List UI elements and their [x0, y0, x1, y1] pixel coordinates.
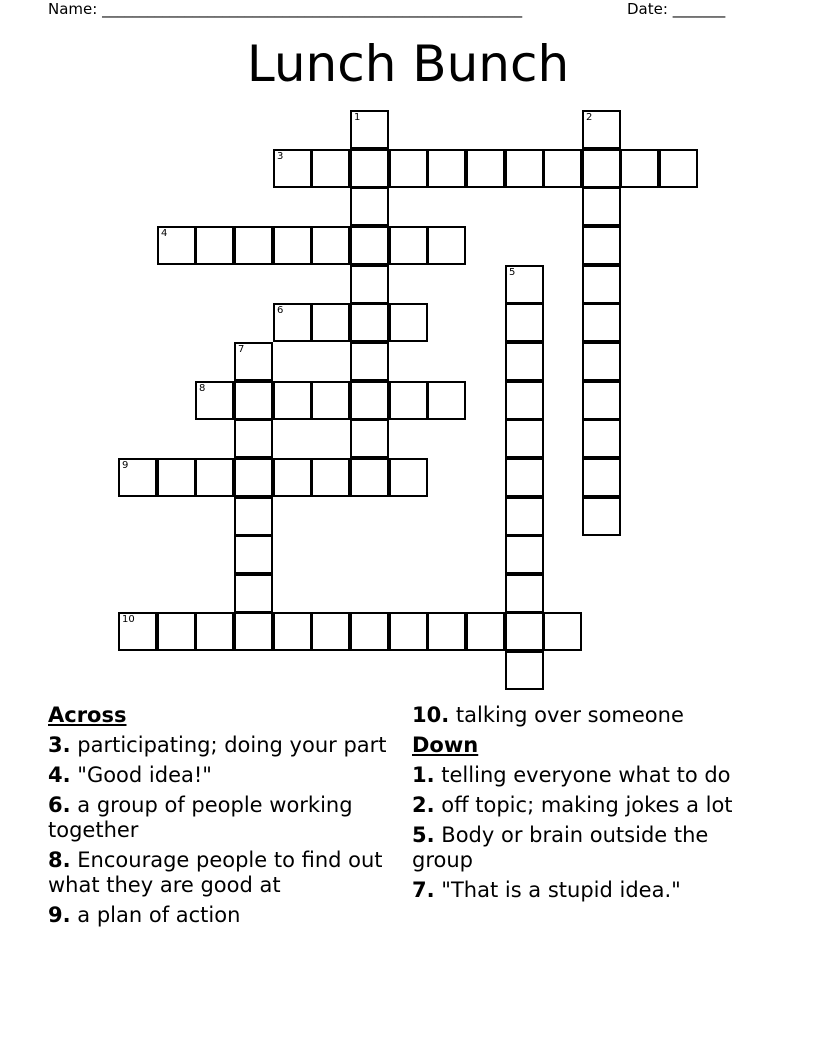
- crossword-cell[interactable]: [350, 381, 389, 420]
- crossword-cell[interactable]: [505, 535, 544, 574]
- across-clue: 6. a group of people working together: [48, 793, 353, 842]
- down-heading: Down: [412, 733, 479, 757]
- crossword-cell[interactable]: [582, 381, 621, 420]
- crossword-cell[interactable]: [157, 458, 196, 497]
- crossword-cell[interactable]: [427, 381, 466, 420]
- crossword-cell[interactable]: [582, 226, 621, 265]
- crossword-cell[interactable]: [273, 458, 312, 497]
- crossword-cell[interactable]: [234, 497, 273, 536]
- name-blank: ________________________________________________________: [102, 0, 523, 18]
- crossword-cell[interactable]: [505, 612, 544, 651]
- clue-number: 7: [238, 344, 245, 355]
- crossword-cell[interactable]: [234, 535, 273, 574]
- date-blank: _______: [672, 0, 726, 18]
- date-label: Date:: [627, 0, 668, 18]
- crossword-cell[interactable]: [620, 149, 659, 188]
- crossword-cell[interactable]: [118, 612, 157, 651]
- crossword-cell[interactable]: [234, 612, 273, 651]
- clue-number: 5: [509, 267, 516, 278]
- crossword-cell[interactable]: [659, 149, 698, 188]
- clue-number: 9: [122, 460, 129, 471]
- crossword-cell[interactable]: [311, 458, 350, 497]
- clues-left-column: [48, 703, 393, 933]
- clue-number: 2: [586, 112, 593, 123]
- crossword-cell[interactable]: [543, 149, 582, 188]
- crossword-cell[interactable]: [389, 612, 428, 651]
- clue-number: 6: [277, 305, 284, 316]
- crossword-cell[interactable]: [389, 226, 428, 265]
- down-clue: 2. off topic; making jokes a lot: [412, 793, 733, 817]
- crossword-cell[interactable]: [505, 651, 544, 690]
- across-clue: 10. talking over someone: [412, 703, 684, 727]
- crossword-cell[interactable]: [505, 458, 544, 497]
- crossword-cell[interactable]: [582, 149, 621, 188]
- down-clue: 7. "That is a stupid idea.": [412, 878, 681, 902]
- clues-right-column: [412, 703, 752, 908]
- crossword-cell[interactable]: [582, 303, 621, 342]
- crossword-cell[interactable]: [389, 381, 428, 420]
- crossword-cell[interactable]: [543, 612, 582, 651]
- crossword-cell[interactable]: [389, 149, 428, 188]
- crossword-cell[interactable]: [389, 303, 428, 342]
- across-clue: 8. Encourage people to find out what they are good at: [48, 848, 383, 897]
- crossword-cell[interactable]: [582, 497, 621, 536]
- crossword-cell[interactable]: [350, 226, 389, 265]
- clue-number: 3: [277, 151, 284, 162]
- clue-number: 4: [161, 228, 168, 239]
- crossword-cell[interactable]: [195, 612, 234, 651]
- name-label: Name:: [48, 0, 98, 18]
- across-clue: 9. a plan of action: [48, 903, 241, 927]
- crossword-cell[interactable]: [311, 303, 350, 342]
- crossword-cell[interactable]: [234, 342, 273, 381]
- crossword-cell[interactable]: [505, 419, 544, 458]
- crossword-cell[interactable]: [350, 149, 389, 188]
- crossword-cell[interactable]: [350, 110, 389, 149]
- crossword-cell[interactable]: [582, 342, 621, 381]
- crossword-cell[interactable]: [389, 458, 428, 497]
- crossword-cell[interactable]: [466, 149, 505, 188]
- crossword-cell[interactable]: [582, 110, 621, 149]
- across-clue: 3. participating; doing your part: [48, 733, 387, 757]
- crossword-cell[interactable]: [311, 612, 350, 651]
- down-clue: 1. telling everyone what to do: [412, 763, 731, 787]
- clue-number: 1: [354, 112, 361, 123]
- crossword-cell[interactable]: [195, 226, 234, 265]
- clue-number: 10: [122, 614, 135, 625]
- crossword-cell[interactable]: [427, 612, 466, 651]
- crossword-cell[interactable]: [505, 574, 544, 613]
- crossword-cell[interactable]: [195, 458, 234, 497]
- crossword-cell[interactable]: [582, 419, 621, 458]
- crossword-cell[interactable]: [350, 419, 389, 458]
- crossword-cell[interactable]: [427, 149, 466, 188]
- crossword-cell[interactable]: [273, 303, 312, 342]
- across-heading: Across: [48, 703, 127, 727]
- crossword-cell[interactable]: [427, 226, 466, 265]
- crossword-cell[interactable]: [350, 265, 389, 304]
- crossword-cell[interactable]: [311, 381, 350, 420]
- crossword-cell[interactable]: [273, 149, 312, 188]
- crossword-cell[interactable]: [195, 381, 234, 420]
- crossword-cell[interactable]: [234, 381, 273, 420]
- crossword-cell[interactable]: [505, 381, 544, 420]
- crossword-cell[interactable]: [234, 574, 273, 613]
- crossword-cell[interactable]: [350, 342, 389, 381]
- crossword-cell[interactable]: [350, 187, 389, 226]
- crossword-cell[interactable]: [582, 458, 621, 497]
- crossword-cell[interactable]: [466, 612, 505, 651]
- crossword-cell[interactable]: [350, 458, 389, 497]
- crossword-cell[interactable]: [350, 303, 389, 342]
- crossword-cell[interactable]: [273, 612, 312, 651]
- crossword-cell[interactable]: [505, 497, 544, 536]
- crossword-cell[interactable]: [234, 458, 273, 497]
- crossword-cell[interactable]: [505, 303, 544, 342]
- across-clue: 4. "Good idea!": [48, 763, 212, 787]
- crossword-cell[interactable]: [311, 226, 350, 265]
- crossword-cell[interactable]: [118, 458, 157, 497]
- crossword-cell[interactable]: [273, 226, 312, 265]
- clue-number: 8: [199, 383, 206, 394]
- crossword-cell[interactable]: [234, 226, 273, 265]
- crossword-cell[interactable]: [311, 149, 350, 188]
- crossword-cell[interactable]: [157, 226, 196, 265]
- crossword-cell[interactable]: [582, 265, 621, 304]
- crossword-cell[interactable]: [350, 612, 389, 651]
- crossword-cell[interactable]: [505, 149, 544, 188]
- crossword-cell[interactable]: [234, 419, 273, 458]
- crossword-cell[interactable]: [505, 342, 544, 381]
- crossword-cell[interactable]: [157, 612, 196, 651]
- crossword-cell[interactable]: [582, 187, 621, 226]
- crossword-cell[interactable]: [273, 381, 312, 420]
- crossword-cell[interactable]: [505, 265, 544, 304]
- page-title: Lunch Bunch: [246, 35, 570, 93]
- down-clue: 5. Body or brain outside the group: [412, 823, 709, 872]
